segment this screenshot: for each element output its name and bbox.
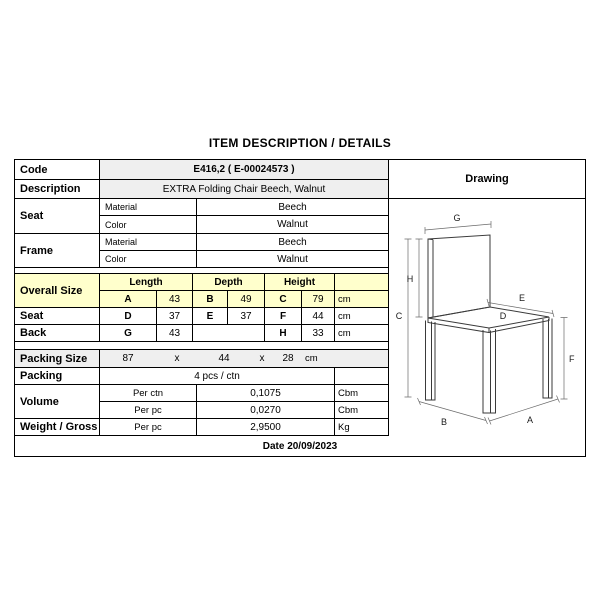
seat-group-label: Seat: [15, 199, 100, 233]
seat-color-value: Walnut: [277, 219, 308, 230]
dim-value-f: 44: [302, 308, 335, 324]
packing-size-length: 87: [122, 353, 134, 364]
section-spacer: [15, 342, 388, 350]
depth-header: Depth: [193, 274, 265, 290]
packing-unit-cell: [335, 368, 388, 384]
dim-value-b: 49: [228, 291, 265, 307]
code-value: E416,2 ( E-00024573 ): [100, 160, 388, 179]
dim-letter-e: E: [193, 308, 228, 324]
code-row: [15, 160, 388, 180]
description-row: [15, 180, 388, 199]
packing-size-row: [15, 350, 388, 368]
drawing-label-d: D: [499, 311, 507, 321]
weight-per-pc-value: 2,9500: [197, 419, 335, 435]
back-dims-row: [15, 325, 388, 342]
dim-letter-f: F: [265, 308, 302, 324]
seat-material-value: Beech: [278, 201, 307, 213]
overall-size-label: Overall Size: [15, 274, 100, 307]
packing-size-label: Packing Size: [15, 350, 100, 367]
dim-value-h: 33: [302, 325, 335, 341]
page-title: ITEM DESCRIPTION / DETAILS: [208, 136, 392, 150]
dim-letter-c: C: [265, 291, 302, 307]
volume-per-ctn-value: 0,1075: [197, 385, 335, 401]
drawing-label-b: B: [440, 417, 448, 427]
chair-diagram-svg: [389, 199, 585, 436]
volume-per-pc-unit: Cbm: [338, 404, 359, 416]
drawing-label-f: F: [569, 354, 575, 364]
volume-per-ctn-label: Per ctn: [100, 385, 197, 401]
overall-size-group: [15, 274, 388, 308]
weight-row: [15, 419, 388, 436]
chair-drawing: [389, 199, 585, 436]
length-header: Length: [100, 274, 193, 290]
code-label: Code: [15, 160, 100, 179]
drawing-label-g: G: [453, 213, 461, 223]
dim-value-e: 37: [228, 308, 265, 324]
dim-unit-abc: cm: [335, 291, 388, 307]
seat-dims-label: Seat: [15, 308, 100, 324]
dim-value-g: 43: [157, 325, 193, 341]
back-dims-label: Back: [15, 325, 100, 341]
frame-color-value: Walnut: [277, 253, 308, 265]
frame-material-label: Material: [100, 234, 197, 250]
weight-per-pc-label: Per pc: [100, 419, 197, 435]
dim-letter-g: G: [100, 325, 157, 341]
packing-size-height: 28: [282, 353, 294, 364]
drawing-label-e: E: [518, 293, 526, 303]
packing-value: 4 pcs / ctn: [100, 368, 335, 384]
height-header: Height: [265, 274, 335, 290]
drawing-header: Drawing: [389, 160, 585, 199]
drawing-label-h: H: [406, 274, 414, 284]
weight-label: Weight / Gross: [15, 419, 100, 435]
packing-size-unit: cm: [305, 353, 318, 364]
seat-dims-row: [15, 308, 388, 325]
drawing-label-a: A: [526, 415, 534, 425]
unit-header-cell: [335, 274, 388, 290]
volume-label: Volume: [15, 385, 100, 418]
frame-material-value: Beech: [278, 236, 307, 248]
frame-material-group: [15, 234, 388, 268]
dim-letter-b: B: [193, 291, 228, 307]
packing-size-x2: x: [259, 353, 265, 364]
packing-size-depth: 44: [218, 353, 230, 364]
item-spec-table: [14, 159, 586, 457]
spec-left-panel: [15, 160, 388, 436]
seat-material-group: [15, 199, 388, 234]
volume-per-ctn-unit: Cbm: [338, 387, 359, 399]
dim-value-a: 43: [157, 291, 193, 307]
back-dims-empty-cell: [193, 325, 265, 341]
frame-group-label: Frame: [15, 234, 100, 267]
packing-label: Packing: [15, 368, 100, 384]
date-value: Date 20/09/2023: [262, 440, 338, 452]
date-row: [15, 436, 585, 456]
dim-letter-d: D: [100, 308, 157, 324]
dim-unit-back: cm: [338, 327, 351, 339]
volume-per-pc-value: 0,0270: [197, 402, 335, 418]
packing-size-x1: x: [174, 353, 180, 364]
dim-value-d: 37: [157, 308, 193, 324]
description-value: EXTRA Folding Chair Beech, Walnut: [100, 180, 388, 198]
dim-value-c: 79: [302, 291, 335, 307]
frame-color-label: Color: [100, 251, 197, 267]
volume-per-pc-label: Per pc: [100, 402, 197, 418]
weight-per-pc-unit: Kg: [338, 421, 350, 433]
volume-group: [15, 385, 388, 419]
dim-unit-seat: cm: [338, 310, 351, 322]
description-label: Description: [15, 180, 100, 198]
seat-material-label: Material: [100, 199, 197, 215]
drawing-panel: [388, 160, 585, 436]
drawing-label-c: C: [395, 311, 403, 321]
dim-letter-h: H: [265, 325, 302, 341]
packing-row: [15, 368, 388, 385]
dim-letter-a: A: [100, 291, 157, 307]
seat-color-label: Color: [100, 216, 197, 233]
